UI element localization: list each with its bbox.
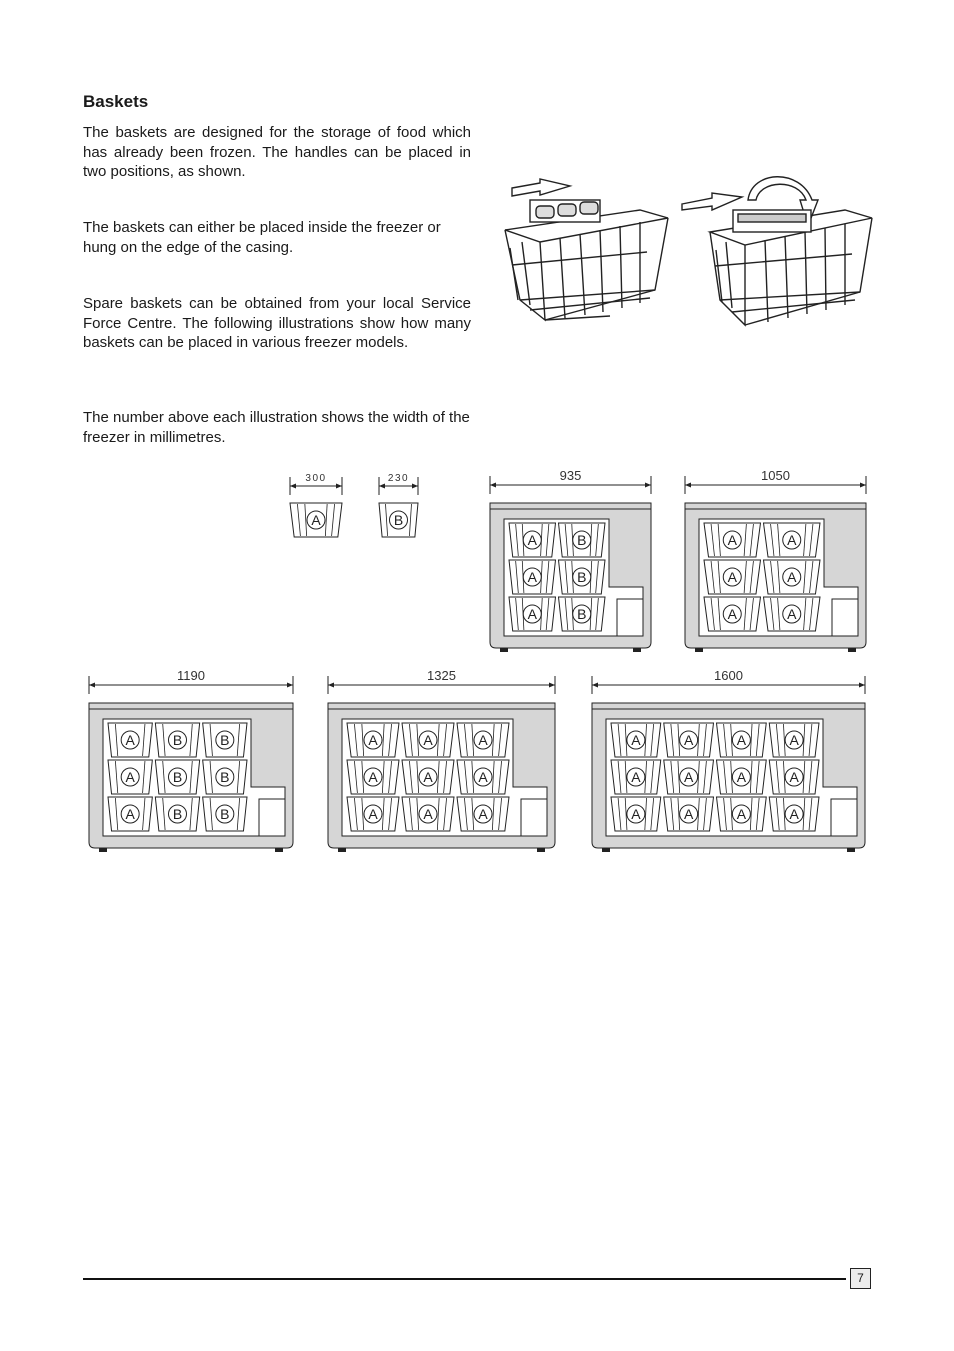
freezer-1600-basket-r3c1 bbox=[611, 797, 661, 831]
freezer-1325-basket-r3c1 bbox=[347, 797, 399, 831]
freezer-1190-basket-r1c2-label: B bbox=[172, 732, 183, 748]
freezer-1325-basket-r1c3 bbox=[457, 723, 509, 757]
freezer-1325-width-value: 1325 bbox=[427, 668, 456, 683]
freezer-935-width-value: 935 bbox=[559, 468, 582, 483]
intro-paragraph: The baskets are designed for the storage of food which has already been frozen. The handles can be placed in two positions, as shown. bbox=[83, 124, 471, 180]
footer-rule bbox=[83, 1278, 846, 1280]
freezer-1190-basket-r1c1 bbox=[108, 723, 152, 757]
freezer-935-basket-r1c2-label: B bbox=[577, 532, 587, 548]
freezer-1190-basket-r2c1-label: A bbox=[125, 769, 135, 785]
freezer-935-basket-r3c1-label: A bbox=[527, 606, 537, 622]
freezer-1600-basket-r2c4-label: A bbox=[789, 769, 799, 785]
basket-type-A-drawing-label: A bbox=[311, 512, 321, 528]
freezer-935-width bbox=[490, 468, 651, 494]
freezer-1050-basket-r1c2 bbox=[764, 523, 821, 557]
freezer-935-basket-r2c1 bbox=[509, 560, 556, 594]
freezer-1050-basket-r1c2-label: A bbox=[787, 532, 797, 548]
freezer-935-basket-r1c2 bbox=[559, 523, 606, 557]
basket-type-B bbox=[379, 503, 418, 537]
freezer-1050-basket-r1c1-label: A bbox=[727, 532, 737, 548]
freezer-1050-width-value: 1050 bbox=[761, 468, 790, 483]
freezer-1600-basket-r3c3-label: A bbox=[736, 806, 747, 822]
freezer-1190 bbox=[89, 703, 293, 852]
freezer-1600-basket-r3c4-label: A bbox=[789, 806, 799, 822]
freezer-1325-basket-r2c3 bbox=[457, 760, 509, 794]
freezer-1600-basket-r2c2 bbox=[664, 760, 714, 794]
freezer-1190-basket-r3c2-label: B bbox=[172, 806, 183, 822]
freezer-1600-basket-r2c2-label: A bbox=[683, 769, 694, 785]
freezer-1325-basket-r2c2 bbox=[402, 760, 454, 794]
basket-type-B-drawing bbox=[379, 503, 418, 537]
freezer-1190-basket-r1c3 bbox=[203, 723, 247, 757]
freezer-1190-basket-r3c3 bbox=[203, 797, 247, 831]
freezer-1600-basket-r3c1-label: A bbox=[631, 806, 641, 822]
freezer-1190-basket-r1c1-label: A bbox=[125, 732, 135, 748]
freezer-1050-basket-r3c2-label: A bbox=[787, 606, 797, 622]
freezer-1190-basket-r3c3-label: B bbox=[220, 806, 230, 822]
freezer-1190-basket-r1c2 bbox=[155, 723, 199, 757]
freezer-935-basket-r3c2-label: B bbox=[577, 606, 587, 622]
freezer-1600-basket-r1c4 bbox=[769, 723, 819, 757]
freezer-1325-basket-r1c2 bbox=[402, 723, 454, 757]
freezer-1050-basket-r3c2 bbox=[764, 597, 821, 631]
freezer-935-basket-r2c1-label: A bbox=[527, 569, 537, 585]
freezer-1600-width bbox=[592, 668, 865, 694]
freezer-1600-basket-r2c3 bbox=[717, 760, 767, 794]
freezer-935-basket-r1c1 bbox=[509, 523, 556, 557]
freezer-1600-basket-r3c2-label: A bbox=[683, 806, 694, 822]
freezer-1325-basket-r3c3 bbox=[457, 797, 509, 831]
freezer-1190-basket-r1c3-label: B bbox=[220, 732, 230, 748]
basket-type-A-width-value: 300 bbox=[305, 473, 327, 484]
freezer-1190-basket-r2c3 bbox=[203, 760, 247, 794]
freezer-935-basket-r2c2 bbox=[559, 560, 606, 594]
freezer-1325-basket-r2c2-label: A bbox=[423, 769, 433, 785]
basket-type-B-width bbox=[379, 473, 418, 495]
freezer-1600-width-value: 1600 bbox=[714, 668, 743, 683]
freezer-1325-basket-r2c1-label: A bbox=[368, 769, 378, 785]
spare-baskets-paragraph: Spare baskets can be obtained from your local Service Force Centre. The following illustrations show how many baskets can be placed in various freezer models. bbox=[83, 295, 471, 351]
freezer-935-basket-r2c2-label: B bbox=[577, 569, 587, 585]
freezer-1325-basket-r1c1-label: A bbox=[368, 732, 378, 748]
freezer-1325-width bbox=[328, 668, 555, 694]
placement-paragraph: The baskets can either be placed inside the freezer or hung on the edge of the casing. bbox=[83, 219, 441, 256]
freezer-1325-basket-r3c3-label: A bbox=[478, 806, 488, 822]
freezer-1600-basket-r3c4 bbox=[769, 797, 819, 831]
freezer-1190-basket-r3c1 bbox=[108, 797, 152, 831]
freezer-1600-basket-r2c4 bbox=[769, 760, 819, 794]
page-number: 7 bbox=[850, 1268, 871, 1289]
width-note-paragraph: The number above each illustration shows the width of the freezer in millimetres. bbox=[83, 409, 470, 446]
freezer-1600-basket-r1c2 bbox=[664, 723, 714, 757]
freezer-1325 bbox=[328, 703, 555, 852]
freezer-1325-basket-r2c3-label: A bbox=[478, 769, 488, 785]
basket-type-A-width bbox=[290, 473, 342, 495]
freezer-1190-width-value: 1190 bbox=[177, 668, 205, 683]
basket-type-A bbox=[290, 503, 342, 537]
freezer-1600-basket-r1c1-label: A bbox=[631, 732, 641, 748]
freezer-1600-basket-r2c1 bbox=[611, 760, 661, 794]
freezer-1600-basket-r1c2-label: A bbox=[683, 732, 694, 748]
freezer-1190-width bbox=[89, 668, 293, 694]
freezer-1190-basket-r3c1-label: A bbox=[125, 806, 135, 822]
freezer-1600-basket-r1c3-label: A bbox=[736, 732, 747, 748]
freezer-1050-width bbox=[685, 468, 866, 494]
freezer-1050-basket-r1c1 bbox=[704, 523, 761, 557]
freezer-1190-basket-r3c2 bbox=[155, 797, 199, 831]
freezer-1325-basket-r1c1 bbox=[347, 723, 399, 757]
freezer-1050-basket-r3c1-label: A bbox=[727, 606, 737, 622]
freezer-1600-basket-r2c3-label: A bbox=[736, 769, 747, 785]
freezer-1600-basket-r2c1-label: A bbox=[631, 769, 641, 785]
freezer-1600-basket-r3c2 bbox=[664, 797, 714, 831]
freezer-1325-basket-r1c2-label: A bbox=[423, 732, 433, 748]
freezer-1050-basket-r3c1 bbox=[704, 597, 761, 631]
freezer-1325-basket-r1c3-label: A bbox=[478, 732, 488, 748]
freezer-935-basket-r3c1 bbox=[509, 597, 556, 631]
freezer-1190-basket-r2c1 bbox=[108, 760, 152, 794]
freezer-935 bbox=[490, 503, 651, 652]
freezer-935-basket-r3c2 bbox=[559, 597, 606, 631]
freezer-1050-basket-r2c2 bbox=[764, 560, 821, 594]
freezer-1600-basket-r1c4-label: A bbox=[789, 732, 799, 748]
basket-type-A-drawing bbox=[290, 503, 342, 537]
freezer-1050-basket-r2c2-label: A bbox=[787, 569, 797, 585]
freezer-1050 bbox=[685, 503, 866, 652]
basket-type-B-width-value: 230 bbox=[387, 473, 410, 484]
freezer-1190-basket-r2c3-label: B bbox=[220, 769, 230, 785]
freezer-1325-basket-r3c1-label: A bbox=[368, 806, 378, 822]
section-title: Baskets bbox=[83, 92, 149, 111]
freezer-1325-basket-r3c2 bbox=[402, 797, 454, 831]
freezer-1050-basket-r2c1-label: A bbox=[727, 569, 737, 585]
freezer-1325-basket-r2c1 bbox=[347, 760, 399, 794]
freezer-1600-basket-r1c1 bbox=[611, 723, 661, 757]
freezer-1190-basket-r2c2-label: B bbox=[172, 769, 183, 785]
freezer-1325-basket-r3c2-label: A bbox=[423, 806, 433, 822]
freezer-1600-basket-r1c3 bbox=[717, 723, 767, 757]
freezer-1600-basket-r3c3 bbox=[717, 797, 767, 831]
freezer-935-basket-r1c1-label: A bbox=[527, 532, 537, 548]
freezer-1050-basket-r2c1 bbox=[704, 560, 761, 594]
freezer-1600 bbox=[592, 703, 865, 852]
freezer-1190-basket-r2c2 bbox=[155, 760, 199, 794]
basket-type-B-drawing-label: B bbox=[393, 512, 404, 528]
